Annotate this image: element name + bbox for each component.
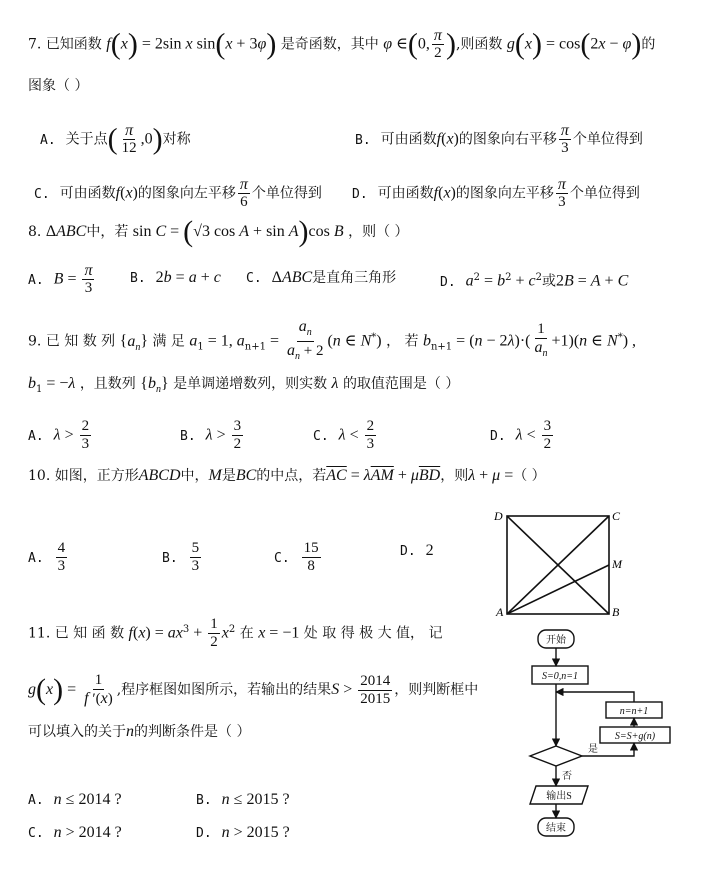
q10-option-a[interactable]: A. $\frac{4}{3}$ [28, 540, 66, 574]
flow-end-text: 结束 [546, 823, 566, 834]
q9-option-b[interactable]: B. λ > $\frac{3}{2}$ [180, 418, 242, 452]
q7-option-a[interactable]: A. 关于点( $\frac{\pi}{12}$ ,0)对称 [40, 122, 191, 156]
q11-number: 11. [28, 625, 51, 642]
q9-option-d[interactable]: D. λ < $\frac{3}{2}$ [490, 418, 552, 452]
q9-number: 9. [28, 333, 42, 350]
q7-stem-line1: 7. 已知函数 f(x) = 2sin x sin(x + 3φ) 是奇函数，其中 φ ∈(0, $\frac{\pi}{2}$ ),则函数 g(x) = cos(2x − φ)的 [28, 27, 656, 61]
q7-number: 7. [28, 36, 42, 53]
q10-option-b[interactable]: B. $\frac{5}{3}$ [162, 540, 200, 574]
q10-option-d[interactable]: D. 2 [400, 542, 434, 559]
q11-option-b[interactable]: B. n ≤ 2015 ? [196, 791, 290, 808]
q9-stem-line2: $b_1 = -\lambda$ ，且数列 $\{b_n\}$ 是单调递增数列，则实数 λ 的取值范围是（ ） [28, 375, 460, 396]
q7-stem-line2: 图象（ ） [28, 78, 89, 94]
flow-output-text: 输出S [546, 791, 572, 802]
flow-step-s-text: S=S+g(n) [614, 731, 656, 742]
flow-step-n-text: n=n+1 [619, 706, 649, 717]
flow-yes-label: 是 [588, 744, 598, 755]
flow-decision [530, 746, 582, 766]
flowchart [526, 628, 700, 840]
q7-stem-text: 已知函数 [45, 36, 102, 53]
q8-number: 8. [28, 224, 42, 240]
flow-start-text: 开始 [546, 635, 566, 646]
q8-option-c[interactable]: C. ΔABC是直角三角形 [246, 269, 397, 286]
q9-option-a[interactable]: A. λ > $\frac{2}{3}$ [28, 418, 90, 452]
q8-option-b[interactable]: B. 2b = a + c [130, 269, 221, 286]
q8-stem: 8. ΔABC中，若 sin C = (√3 cos A + sin A)cos B ，则（ ） [28, 215, 409, 248]
segment-am [507, 565, 609, 614]
q11-stem-line3: 可以填入的关于n的判断条件是（ ） [28, 723, 251, 740]
label-a: A [496, 605, 504, 618]
q11-option-d[interactable]: D. n > 2015 ? [196, 824, 290, 841]
q11-option-a[interactable]: A. n ≤ 2014 ? [28, 791, 122, 808]
q10-number: 10. [28, 468, 51, 484]
q11-stem-line2: g(x) = $\frac{1}{f '(x)}$ ,程序框图如图所示，若输出的结果S > $\frac{2014}{2015}$ ，则判断框中 [28, 672, 479, 707]
q9-stem-line1: 9. 已 知 数 列 $\{a_n\}$ 满 足 $a_1 = 1$, $a_{n+1}$ = $\frac{a_n}{a_n + 2}$ (n ∈ N*) ， 若 $b_{n+1} = (n - 2\lambda)\cdot$( $\frac{1}{a_n}$ +1)(n ∈ N*) , [28, 318, 637, 363]
square-figure [492, 506, 628, 618]
q9-option-c[interactable]: C. λ < $\frac{2}{3}$ [313, 418, 375, 452]
q7-option-c[interactable]: C. 可由函数f(x)的图象向左平移 $\frac{\pi}{6}$ 个单位得到 [34, 176, 322, 210]
flow-loop-back [556, 692, 634, 702]
q8-option-a[interactable]: A. B = $\frac{\pi}{3}$ [28, 262, 93, 296]
flow-no-label: 否 [562, 771, 572, 782]
label-d: D [494, 509, 503, 523]
q11-option-c[interactable]: C. n > 2014 ? [28, 824, 122, 841]
q11-stem-line1: 11. 已 知 函 数 $f(x) = ax^3$ + $\frac{1}{2}$ $x^2$ 在 x = −1 处 取 得 极 大 值， 记 [28, 616, 443, 650]
q7-option-b[interactable]: B. 可由函数f(x)的图象向右平移 $\frac{\pi}{3}$ 个单位得到 [355, 122, 643, 156]
label-m: M [612, 557, 622, 571]
q8-option-d[interactable]: D. $a^2 = b^2 + c^2$或2B = A + C [440, 272, 629, 290]
q7-option-d[interactable]: D. 可由函数f(x)的图象向左平移 $\frac{\pi}{3}$ 个单位得到 [352, 176, 640, 210]
label-c: C [612, 509, 621, 523]
flow-init-text: S=0,n=1 [542, 671, 578, 682]
q10-stem: 10. 如图，正方形ABCD中，M是BC的中点，若$\overline{AC} = \lambda\overline{AM} + \mu\overline{BD}$，则λ + μ =（ ） [28, 467, 546, 484]
q10-option-c[interactable]: C. $\frac{15}{8}$ [274, 540, 319, 574]
label-b: B [612, 605, 620, 618]
